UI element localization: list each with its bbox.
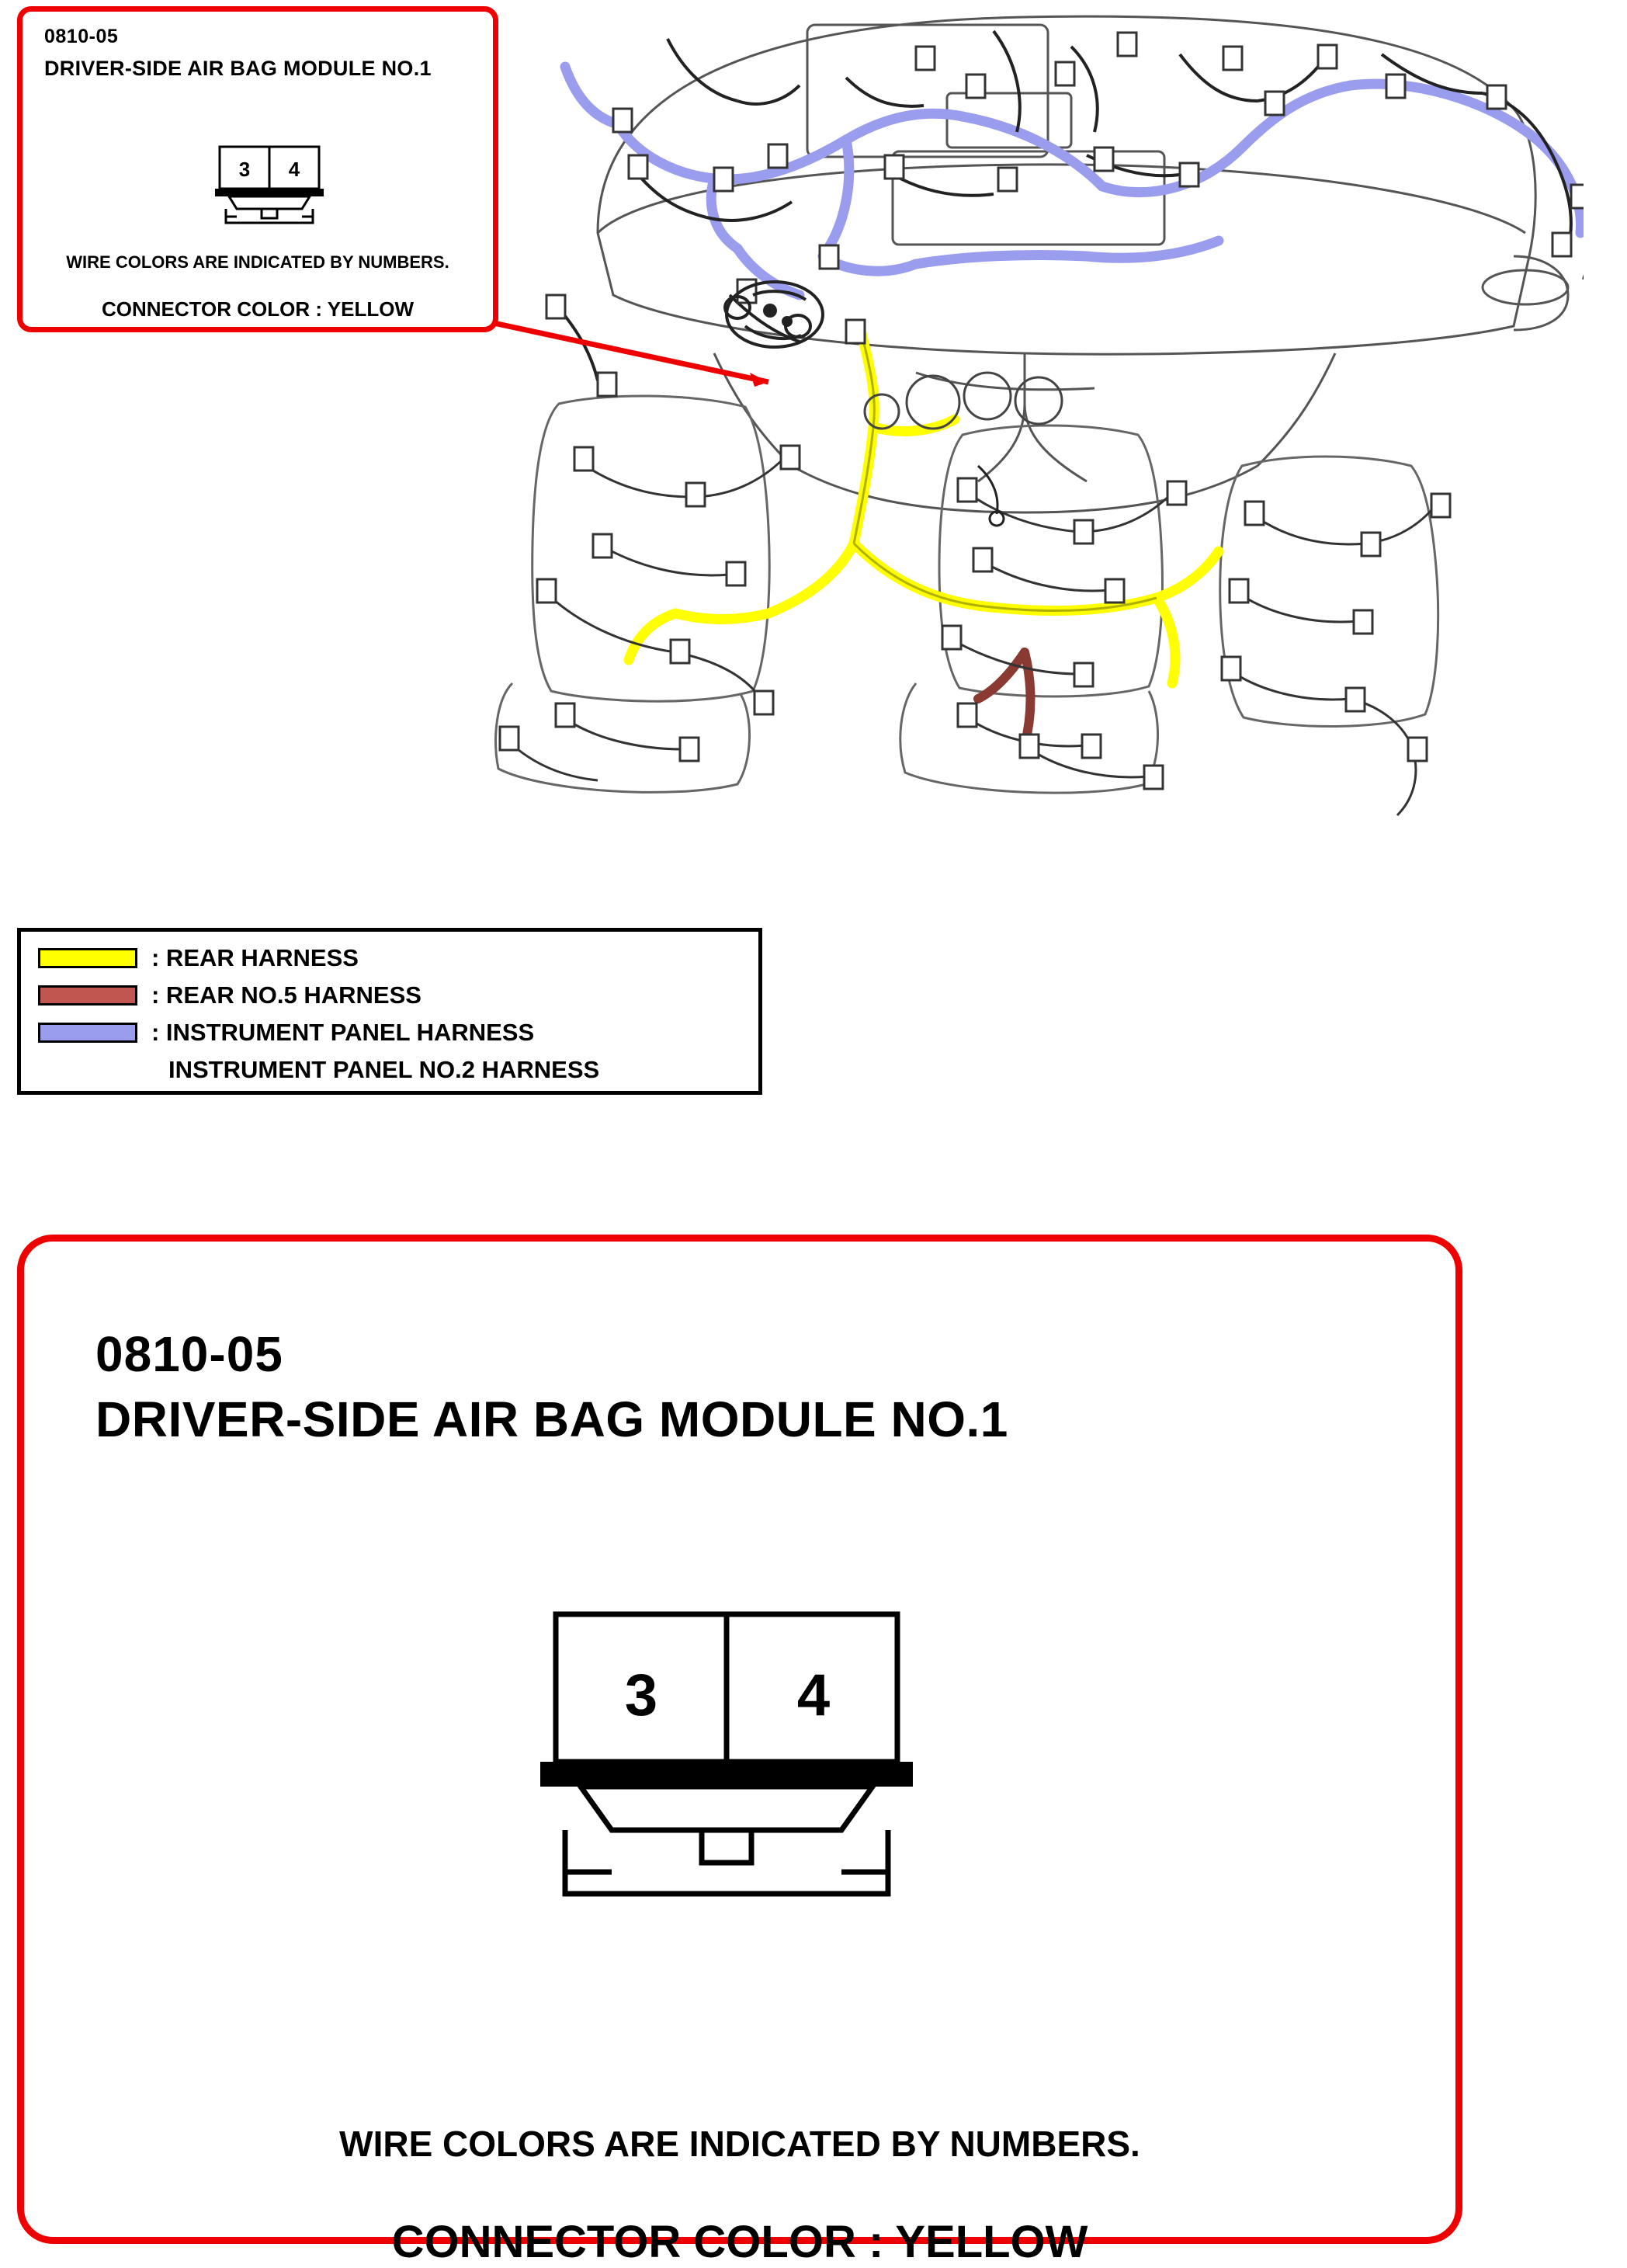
detail-panel-code: 0810-05 xyxy=(95,1326,283,1382)
legend-swatch-rear-harness xyxy=(38,948,137,968)
harness-legend xyxy=(17,928,762,1095)
callout-small-title: DRIVER-SIDE AIR BAG MODULE NO.1 xyxy=(44,57,432,80)
callout-small-code: 0810-05 xyxy=(44,26,119,47)
detail-panel-connector-color: CONNECTOR COLOR : YELLOW xyxy=(391,2217,1088,2267)
connector-terminal-4-small: 4 xyxy=(288,158,300,181)
legend-label-rear-harness: : REAR HARNESS xyxy=(151,944,359,971)
legend-label-instrument-panel-no2-harness: INSTRUMENT PANEL NO.2 HARNESS xyxy=(168,1056,600,1083)
connector-diagram-small xyxy=(207,142,331,227)
connector-terminal-4-large: 4 xyxy=(796,1662,831,1728)
wiring-harness-illustration xyxy=(481,0,1584,1002)
legend-item-rear-no5-harness xyxy=(38,980,421,1011)
callout-small-panel xyxy=(17,6,498,332)
callout-small-connector-color: CONNECTOR COLOR : YELLOW xyxy=(101,297,415,321)
legend-label-instrument-panel-harness: : INSTRUMENT PANEL HARNESS xyxy=(151,1019,535,1046)
callout-leader-line xyxy=(466,295,792,388)
detail-panel-note: WIRE COLORS ARE INDICATED BY NUMBERS. xyxy=(339,2124,1140,2164)
detail-panel xyxy=(17,1235,1462,2267)
legend-item-rear-harness xyxy=(38,943,359,974)
legend-swatch-rear-no5-harness xyxy=(38,985,137,1005)
legend-item-instrument-panel-harness xyxy=(38,1017,534,1048)
connector-diagram-large xyxy=(525,1606,928,1917)
legend-label-rear-no5-harness: : REAR NO.5 HARNESS xyxy=(151,981,421,1009)
callout-small-note: WIRE COLORS ARE INDICATED BY NUMBERS. xyxy=(66,252,449,272)
connector-terminal-3-large: 3 xyxy=(624,1662,658,1728)
legend-swatch-instrument-panel-harness xyxy=(38,1023,137,1043)
detail-panel-title: DRIVER-SIDE AIR BAG MODULE NO.1 xyxy=(95,1391,1008,1447)
connector-terminal-3-small: 3 xyxy=(238,158,251,181)
